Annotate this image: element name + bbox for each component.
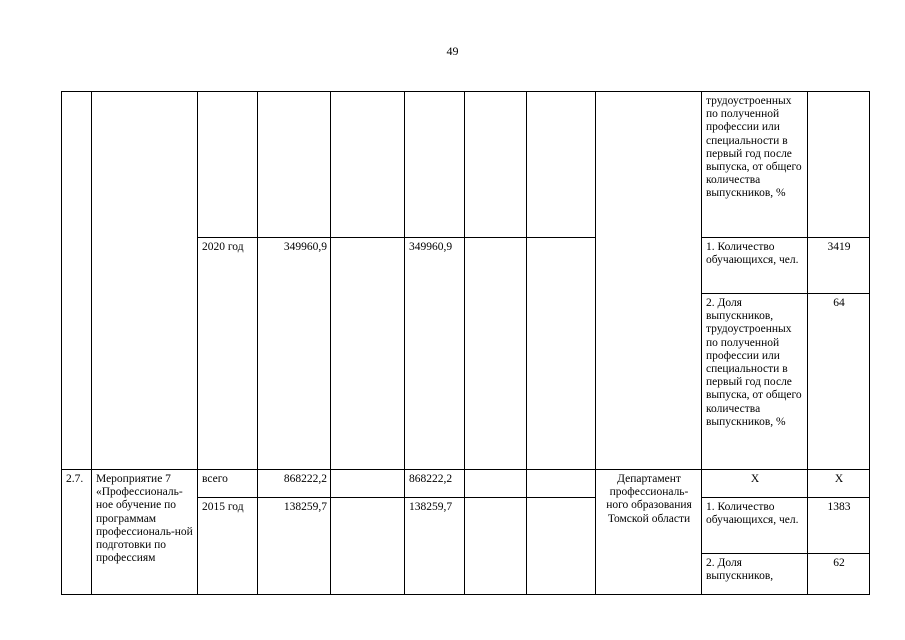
table-row [62, 92, 870, 238]
cell-period-2015: 2015 год [198, 498, 258, 595]
cell-total-all: 868222,2 [258, 470, 331, 498]
cell-indicator-2015-2: 2. Доля выпускников, [702, 554, 808, 595]
cell-local-empty [465, 92, 527, 238]
cell-indicator-continued: трудоустроенных по полученной профессии или специальности в первый год после выпуска, от общего количества выпускников, % [702, 92, 808, 238]
cell-period-empty [198, 92, 258, 238]
cell-value-2015-2: 62 [808, 554, 870, 595]
cell-regional-empty [405, 92, 465, 238]
program-table [61, 91, 870, 595]
cell-total-2020: 349960,9 [258, 238, 331, 470]
cell-extra-2015 [527, 498, 596, 595]
cell-period-2020: 2020 год [198, 238, 258, 470]
cell-name-empty [92, 92, 198, 470]
cell-value-empty [808, 92, 870, 238]
cell-value-all: Х [808, 470, 870, 498]
cell-indicator-2020-2: 2. Доля выпускников, трудоустроенных по полученной профессии или специальности в первый год после выпуска, от общего количества выпускников, % [702, 294, 808, 470]
cell-value-2020-2: 64 [808, 294, 870, 470]
page-number: 49 [446, 44, 459, 58]
cell-local-all [465, 470, 527, 498]
table-row [62, 470, 870, 498]
cell-item-name: Мероприятие 7 «Профессиональ-ное обучение по программам профессиональ-ной подготовки по профессиям [92, 470, 198, 595]
cell-extra-all [527, 470, 596, 498]
cell-executor-empty [596, 92, 702, 470]
cell-extra-empty [527, 92, 596, 238]
cell-value-2020-1: 3419 [808, 238, 870, 294]
cell-regional-2015: 138259,7 [405, 498, 465, 595]
cell-value-2015-1: 1383 [808, 498, 870, 554]
cell-local-2015 [465, 498, 527, 595]
cell-number-empty [62, 92, 92, 470]
cell-total-empty [258, 92, 331, 238]
cell-total-2015: 138259,7 [258, 498, 331, 595]
cell-local-2020 [465, 238, 527, 470]
cell-regional-2020: 349960,9 [405, 238, 465, 470]
cell-indicator-all: Х [702, 470, 808, 498]
cell-executor: Департамент профессиональ-ного образования Томской области [596, 470, 702, 595]
cell-item-number: 2.7. [62, 470, 92, 595]
cell-indicator-2015-1: 1. Количество обучающихся, чел. [702, 498, 808, 554]
cell-extra-2020 [527, 238, 596, 470]
cell-indicator-2020-1: 1. Количество обучающихся, чел. [702, 238, 808, 294]
cell-federal-2015 [331, 498, 405, 595]
cell-federal-2020 [331, 238, 405, 470]
cell-federal-all [331, 470, 405, 498]
cell-federal-empty [331, 92, 405, 238]
cell-period-all: всего [198, 470, 258, 498]
cell-regional-all: 868222,2 [405, 470, 465, 498]
